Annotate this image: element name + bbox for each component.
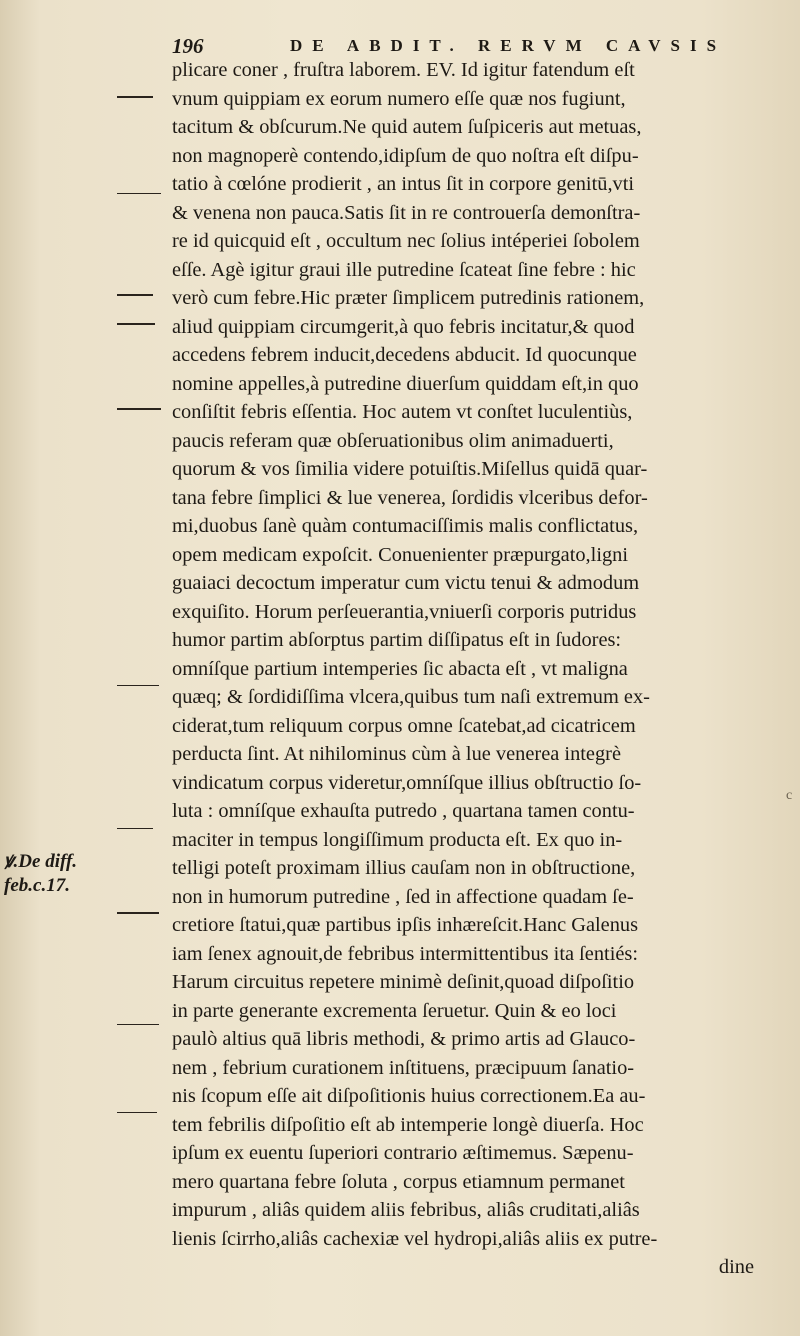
text-line: perducta ſint. At nihilominus cùm à lue venerea integrè <box>172 743 622 765</box>
text-line: tatio à cœlóne prodierit , an intus ſit in corpore genitū,vti <box>172 173 635 195</box>
page-number: 196 <box>172 34 204 58</box>
text-line: impurum , aliâs quidem aliis febribus, aliâs cruditati,aliâs <box>172 1199 640 1221</box>
text-line: mero quartana febre ſoluta , corpus etiamnum permanet <box>172 1170 625 1193</box>
text-line: quæq; & ſordidiſſima vlcera,quibus tum naſi extremum ex- <box>172 686 650 708</box>
text-line: guaiaci decoctum imperatur cum victu tenui & admodum <box>172 572 640 594</box>
margin-rule <box>117 1024 159 1025</box>
text-line: plicare coner , fruſtra laborem. EV. Id igitur fatendum eſt <box>172 59 635 81</box>
text-line: nis ſcopum eſſe ait diſpoſitionis huius correctionem.Ea au- <box>172 1085 646 1107</box>
text-line: quorum & vos ſimilia videre potuiſtis.Miſellus quidā quar- <box>172 458 648 480</box>
text-line: humor partim abſorptus partim diſſipatus eſt in ſudores: <box>172 629 622 651</box>
catchword: dine <box>718 1256 754 1278</box>
text-line: tana febre ſimplici & lue venerea, ſordidis vlceribus defor- <box>172 486 648 509</box>
text-line: ipſum ex euentu ſuperiori contrario æſtimemus. Sæpenu- <box>172 1142 634 1164</box>
text-line: accedens febrem inducit,decedens abducit. Id quocunque <box>172 344 637 366</box>
text-line: non in humorum putredine , ſed in affectione quadam ſe- <box>172 885 634 908</box>
text-line: eſſe. Agè igitur graui ille putredine ſcateat ſine febre : hic <box>172 258 636 281</box>
margin-rule <box>117 828 153 829</box>
text-line: Harum circuitus repetere minimè deſinit,quoad diſpoſitio <box>172 971 635 993</box>
margin-rule <box>117 685 159 686</box>
margin-rule <box>117 294 153 296</box>
text-line: nomine appelles,à putredine diuerſum quiddam eſt,in quo <box>172 372 639 395</box>
text-line: paulò altius quā libris methodi, & primo artis ad Glauco- <box>172 1028 636 1050</box>
text-line: conſiſtit febris eſſentia. Hoc autem vt conſtet luculentiùs, <box>172 401 633 423</box>
margin-rule <box>117 323 155 325</box>
text-line: lienis ſcirrho,aliâs cachexiæ vel hydropi,aliâs aliis ex putre- <box>172 1227 658 1250</box>
text-line: omníſque partium intemperies ſic abacta eſt , vt maligna <box>172 657 628 680</box>
body-text <box>172 56 800 1282</box>
text-line: luta : omníſque exhauſta putredo , quartana tamen contu- <box>172 800 635 822</box>
text-line: nem , febrium curationem inſtituens, præcipuum ſanatio- <box>172 1056 635 1079</box>
text-line: telligi poteſt proximam illius cauſam non in obſtructione, <box>172 857 636 879</box>
text-line: exquiſito. Horum perſeuerantia,vniuerſi corporis putridus <box>172 600 637 623</box>
text-line: iam ſenex agnouit,de febribus intermittentibus ita ſentiés: <box>172 942 639 965</box>
margin-rule <box>117 1112 157 1113</box>
text-line: opem medicam expoſcit. Conuenienter præpurgato,ligni <box>172 543 629 566</box>
margin-rule <box>117 193 161 194</box>
text-line: maciter in tempus longiſſimum producta eſt. Ex quo in- <box>172 828 623 851</box>
text-line: tacitum & obſcurum.Ne quid autem ſuſpiceris aut metuas, <box>172 116 642 138</box>
margin-rule <box>117 912 159 914</box>
margin-note-reference: ꝟ.De diff. <box>4 851 78 872</box>
text-line: re id quicquid eſt , occultum nec ſolius intéperiei ſobolem <box>172 230 640 252</box>
text-line: in parte generante excrementa ſeruetur. Quin & eo loci <box>172 999 617 1022</box>
text-line: cretiore ſtatui,quæ partibus ipſis inhæreſcit.Hanc Galenus <box>172 914 639 936</box>
text-line: non magnoperè contendo,idipſum de quo noſtra eſt diſpu- <box>172 144 639 167</box>
margin-rule <box>117 408 161 410</box>
text-line: tem febrilis diſpoſitio eſt ab intemperie longè diuerſa. Hoc <box>172 1113 644 1136</box>
text-line: ciderat,tum reliquum corpus omne ſcatebat,ad cicatricem <box>172 714 636 737</box>
text-line: mi,duobus ſanè quàm contumaciſſimis malis conflictatus, <box>172 515 639 537</box>
text-line: verò cum febre.Hic præter ſimplicem putredinis rationem, <box>172 287 645 309</box>
text-line: paucis referam quæ obſeruationibus olim animaduerti, <box>172 429 614 452</box>
margin-rule <box>117 96 153 98</box>
running-head: DE ABDIT. RERVM CAVSIS <box>290 36 727 55</box>
text-line: & venena non pauca.Satis ſit in re controuerſa demonſtra- <box>172 201 641 224</box>
margin-note-reference: feb.c.17. <box>4 875 70 896</box>
text-line: aliud quippiam circumgerit,à quo febris incitatur,& quod <box>172 315 635 338</box>
edge-mark: c <box>786 788 793 803</box>
text-line: vindicatum corpus videretur,omníſque illius obſtructio ſo- <box>172 771 642 794</box>
text-line: vnum quippiam ex eorum numero eſſe quæ nos fugiunt, <box>172 87 626 110</box>
